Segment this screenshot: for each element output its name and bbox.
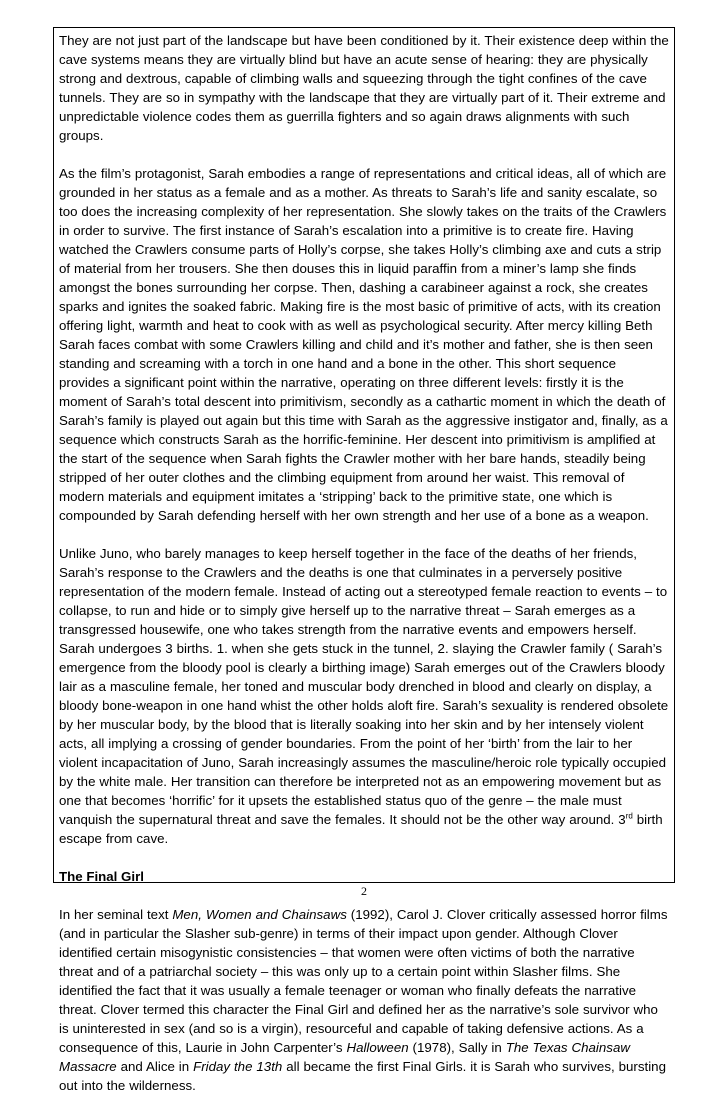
paragraph-clover	[59, 905, 669, 1095]
film-title-friday-13th: Friday the 13th	[193, 1059, 283, 1074]
paragraph-clover-part-b: (1992), Carol J. Clover critically assessed horror films (and in particular the Slasher sub-genre) in terms of their impact upon gender. Although Clover identified certain misogynistic consistencies – that women were often victims of both the narrative threat and of a patriarchal society – this was only up to a certain point within Slasher films. She identified the fact that it was usually a female teenager or woman who finally defeats the narrative threat. Clover termed this character the Final Girl and defined her as the narrative’s sole survivor who is uninterested in sex (and so is a virgin), resourceful and capable of taking defensive actions. As a consequence of this, Laurie in John Carpenter’s	[59, 907, 668, 1055]
section-heading-final-girl: The Final Girl	[59, 869, 144, 884]
film-title-texas-chainsaw: The Texas Chainsaw Massacre	[59, 1040, 630, 1074]
paragraph-crawlers-landscape: They are not just part of the landscape but have been conditioned by it. Their existence deep within the cave systems means they are virtually blind but have an acute sense of hearing: they are physically strong and dextrous, capable of climbing walls and squeezing through the tight confines of the cave tunnels. They are so in sympathy with the landscape that they are virtually part of it. Their extreme and unpredictable violence codes them as guerrilla fighters and so again draws alignments with such groups.	[59, 33, 669, 143]
page-number: 2	[361, 884, 367, 898]
paragraph-clover-part-c: (1978), Sally in	[408, 1040, 506, 1055]
paragraph-clover-part-e: all became the first Final Girls. it is Sarah who survives, bursting out into the wilderness.	[59, 1059, 666, 1093]
paragraph-unlike-juno-text: Unlike Juno, who barely manages to keep herself together in the face of the deaths of her friends, Sarah’s response to the Crawlers and the deaths is one that culminates in a perversely positive representation of the modern female. Instead of acting out a stereotyped female reaction to events – to collapse, to run and hide or to simply give herself up to the narrative threat – Sarah emerges as a transgressed housewife, one who takes strength from the narrative events and empowers herself. Sarah undergoes 3 births. 1. when she gets stuck in the tunnel, 2. slaying the Crawler family ( Sarah’s emergence from the bloody pool is clearly a birthing image) Sarah emerges out of the Crawlers bloody lair as a masculine female, her toned and muscular body drenched in blood and clearly on display, a bloody bone-weapon in one hand whist the other holds aloft fire. Sarah’s sexuality is rendered obsolete by her muscular body, by the blood that is literally soaking into her skin and by her intensely violent acts, all implying a crossing of gender boundaries. From the point of her ‘birth’ from the lair to her violent incapacitation of Juno, Sarah increasingly assumes the masculine/heroic role typically occupied by the white male. Her transition can therefore be interpreted not as an empowering movement but as one that becomes ‘horrific’ for it upsets the established status quo of the genre – the male must vanquish the supernatural threat and save the females. It should not be the other way around. 3	[59, 546, 669, 827]
paragraph-unlike-juno	[59, 544, 669, 848]
paragraph-clover-part-d: and Alice in	[116, 1059, 194, 1074]
book-title-men-women-chainsaws: Men, Women and Chainsaws	[172, 907, 347, 922]
page-frame	[53, 27, 675, 1093]
paragraph-unlike-juno-end: birth escape from cave.	[59, 812, 663, 846]
superscript-rd: rd	[625, 811, 633, 821]
paragraph-sarah-protagonist: As the film’s protagonist, Sarah embodies a range of representations and critical ideas, all of which are grounded in her status as a female and as a mother. As threats to Sarah’s life and sanity escalate, so too does the increasing complexity of her representation. She slowly takes on the traits of the Crawlers in order to survive. The first instance of Sarah’s escalation into a primitive is to create fire. Having watched the Crawlers consume parts of Holly’s corpse, she takes Holly’s climbing axe and cuts a strip of material from her trousers. She then douses this in liquid paraffin from a miner’s lamp she finds amongst the bones surrounding her corpse. Then, dashing a carabineer against a rock, she creates sparks and ignites the soaked fabric. Making fire is the most basic of primitive of acts, with its creation offering light, warmth and heat to cook with as well as psychological security. After mercy killing Beth Sarah faces combat with some Crawlers killing and child and it’s mother and father, she is then seen standing and screaming with a torch in one hand and a bone in the other. This short sequence provides a significant point within the narrative, operating on three different levels: firstly it is the moment of Sarah’s total descent into primitivism, secondly as a cathartic moment in which the death of Sarah’s family is played out again but this time with Sarah as the aggressive instigator and, finally, as a sequence which constructs Sarah as the horrific-feminine. Her descent into primitivism is amplified at the start of the sequence when Sarah fights the Crawler mother with her bare hands, steadily being stripped of her outer clothes and the climbing equipment from around her waist. This removal of modern materials and equipment imitates a ‘stripping’ back to the primitive state, one which is compounded by Sarah defending herself with her own strength and her use of a bone as a weapon.	[59, 166, 668, 523]
film-title-halloween: Halloween	[346, 1040, 409, 1055]
paragraph-clover-part-a: In her seminal text	[59, 907, 173, 922]
